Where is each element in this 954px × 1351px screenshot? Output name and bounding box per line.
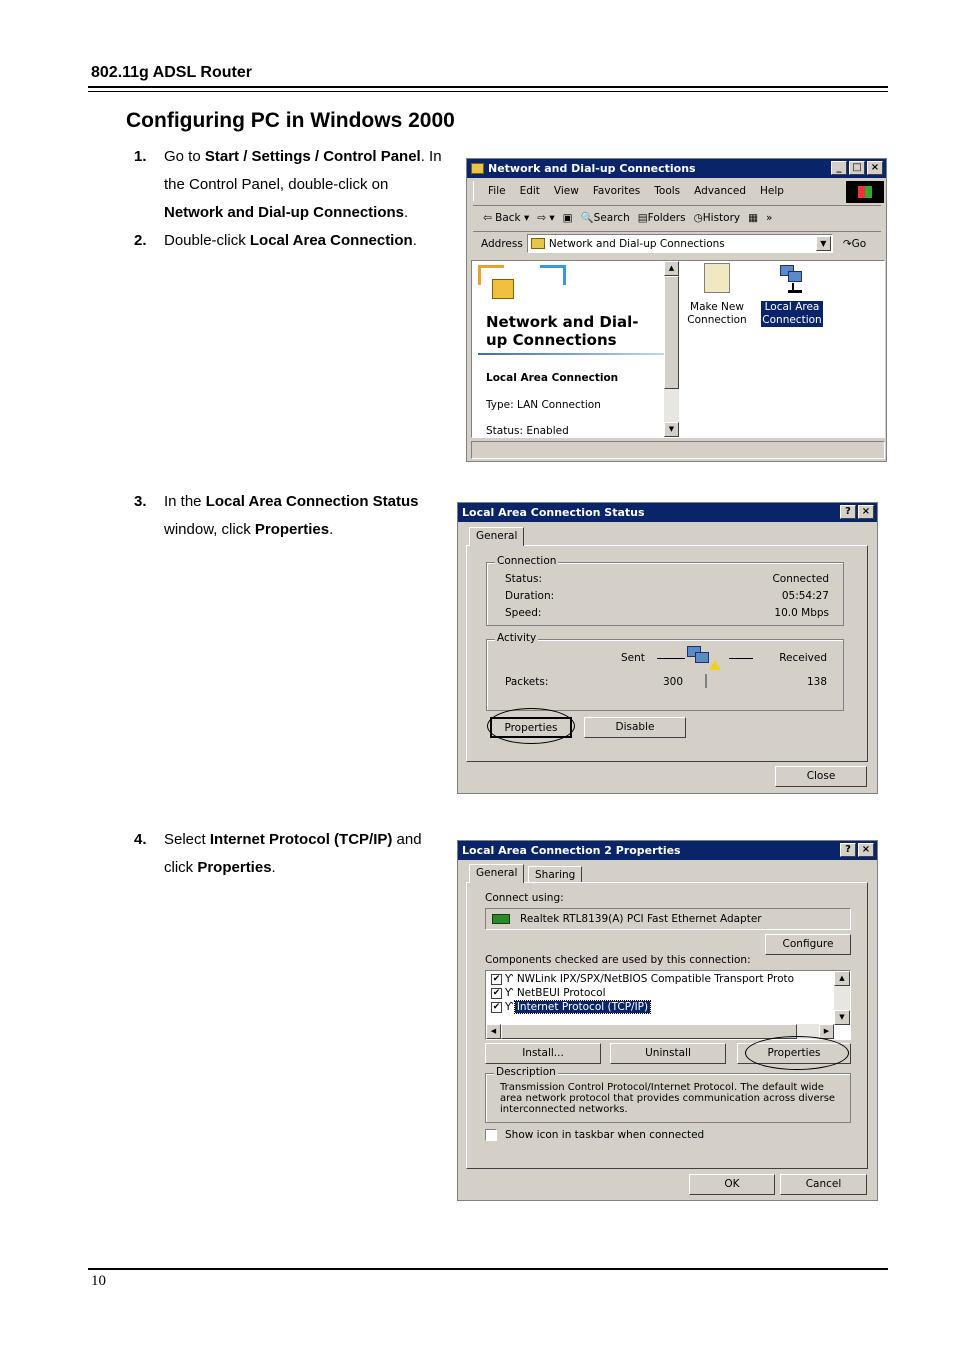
cancel-button[interactable]: Cancel xyxy=(780,1174,867,1195)
tab-general[interactable]: General xyxy=(469,864,524,883)
step-4: 4. Select Internet Protocol (TCP/IP) and click Properties. xyxy=(134,831,422,876)
left-pane-title: Network and Dial-up Connections xyxy=(486,313,639,349)
activity-groupbox: Activity Sent Received Packets: 300 138 xyxy=(486,639,844,711)
vertical-scrollbar[interactable] xyxy=(834,971,850,1025)
duration-value: 05:54:27 xyxy=(781,590,829,602)
step-3: 3. In the Local Area Connection Status window, click Properties. xyxy=(134,493,419,538)
speed-value: 10.0 Mbps xyxy=(774,607,829,619)
search-button[interactable]: 🔍Search xyxy=(580,212,630,224)
uninstall-button[interactable]: Uninstall xyxy=(610,1043,726,1064)
scroll-down-icon[interactable]: ▼ xyxy=(664,422,679,437)
protocol-icon: Ƴ xyxy=(505,987,513,999)
lan-properties-window xyxy=(457,840,878,1201)
network-connections-window xyxy=(466,158,887,462)
step-1: 1. Go to Start / Settings / Control Panel. In the Control Panel, double-click on Network and Dial-up Connections. xyxy=(134,148,442,221)
go-button[interactable]: ↷Go xyxy=(842,237,867,250)
tab-sharing[interactable]: Sharing xyxy=(528,866,582,882)
scroll-up-icon[interactable]: ▲ xyxy=(834,971,850,986)
tab-panel: Connect using: Realtek RTL8139(A) PCI Fast Ethernet Adapter Configure Components checked are used by this connection: ✔ Ƴ NWLink IPX/SPX/NetBIOS Compatible Transport Proto ✔ Ƴ NetBEUI Protocol ✔ Ƴ Internet Protocol (TCP/IP) ▲ ▼ ◀ ▶ Install... Uninstall Properties Description Transmission Control Protocol/Internet Protocol. The default wide area network protocol that provides communication across diverse interconnected networks. Show icon in taskbar when connected xyxy=(466,882,868,1169)
configure-button[interactable]: Configure xyxy=(765,934,851,955)
back-button[interactable]: ⇦ Back ▾ xyxy=(483,211,530,224)
folder-icon xyxy=(471,163,484,174)
vertical-scrollbar[interactable] xyxy=(664,261,679,437)
ok-button[interactable]: OK xyxy=(689,1174,775,1195)
up-folder-icon[interactable]: ▣ xyxy=(562,211,573,224)
left-item-status: Status: Enabled xyxy=(486,425,569,437)
history-button[interactable]: ◷History xyxy=(693,211,741,224)
divider xyxy=(478,353,664,355)
views-icon[interactable]: ▦ xyxy=(748,211,759,224)
maximize-button[interactable]: □ xyxy=(849,161,865,175)
properties-button[interactable]: Properties xyxy=(737,1043,851,1064)
tab-general[interactable]: General xyxy=(469,527,524,546)
protocol-icon: Ƴ xyxy=(505,1001,513,1013)
menu-edit[interactable]: Edit xyxy=(519,185,540,197)
menu-tools[interactable]: Tools xyxy=(654,185,681,197)
header-rule-thin xyxy=(88,91,888,92)
lan-status-window xyxy=(457,502,878,794)
menu-help[interactable]: Help xyxy=(760,185,784,197)
close-button[interactable]: × xyxy=(867,161,883,175)
scroll-left-icon[interactable]: ◀ xyxy=(486,1024,501,1039)
connection-groupbox: Connection Status: Connected Duration: 05:54:27 Speed: 10.0 Mbps xyxy=(486,562,844,626)
footer-rule xyxy=(88,1268,888,1270)
list-item[interactable]: ✔ Ƴ NetBEUI Protocol xyxy=(492,987,606,999)
scroll-right-icon[interactable]: ▶ xyxy=(819,1024,834,1039)
content-area xyxy=(471,260,885,438)
folders-button[interactable]: ▤Folders xyxy=(637,211,686,224)
header-title: 802.11g ADSL Router xyxy=(91,64,252,81)
help-button[interactable]: ? xyxy=(840,505,856,519)
tab-panel xyxy=(466,545,868,762)
page-number: 10 xyxy=(91,1273,106,1289)
make-new-connection-item[interactable]: Make New Connection xyxy=(684,263,750,327)
close-dialog-button[interactable]: Close xyxy=(775,766,867,787)
menu-file[interactable]: File xyxy=(488,185,506,197)
address-input[interactable]: Network and Dial-up Connections ▼ xyxy=(527,234,833,253)
minimize-button[interactable]: _ xyxy=(831,161,847,175)
new-connection-icon xyxy=(704,263,730,293)
packets-sent-value: 300 xyxy=(663,676,684,688)
list-item[interactable]: ✔ Ƴ NWLink IPX/SPX/NetBIOS Compatible Transport Proto xyxy=(492,973,795,985)
status-bar xyxy=(471,441,885,459)
components-list xyxy=(485,970,851,1040)
left-item-title: Local Area Connection xyxy=(486,372,619,384)
properties-button[interactable]: Properties xyxy=(490,717,572,738)
forward-button[interactable]: ⇨ ▾ xyxy=(537,211,555,224)
menu-bar xyxy=(473,181,843,201)
steps-1-2 xyxy=(134,143,444,255)
left-pane xyxy=(474,261,664,437)
help-button[interactable]: ? xyxy=(840,843,856,857)
description-text: Transmission Control Protocol/Internet Protocol. The default wide area network protocol that provides communication across diverse interconnected networks. xyxy=(500,1082,836,1115)
steps-3 xyxy=(134,488,434,544)
header-rule xyxy=(88,86,888,88)
scroll-down-icon[interactable]: ▼ xyxy=(834,1010,850,1025)
steps-4 xyxy=(134,826,434,882)
network-banner-icon xyxy=(478,265,568,305)
activity-computers-icon xyxy=(687,644,723,672)
menu-advanced[interactable]: Advanced xyxy=(694,185,747,197)
lan-computers-icon xyxy=(778,263,806,295)
checkbox-checked-icon[interactable]: ✔ xyxy=(492,973,501,984)
step-2: 2. Double-click Local Area Connection. xyxy=(134,232,417,249)
show-icon-checkbox-row[interactable]: Show icon in taskbar when connected xyxy=(485,1129,704,1141)
window-titlebar: Local Area Connection Status ? × xyxy=(458,503,877,522)
status-value: Connected xyxy=(772,573,829,585)
scroll-thumb[interactable] xyxy=(664,276,679,389)
highlight-ellipse xyxy=(745,1036,849,1070)
close-button[interactable]: × xyxy=(858,505,874,519)
window-titlebar: Local Area Connection 2 Properties ? × xyxy=(458,841,877,860)
address-bar: Address Network and Dial-up Connections ▼ ↷Go xyxy=(473,231,881,255)
left-item-type: Type: LAN Connection xyxy=(486,399,601,411)
scroll-up-icon[interactable]: ▲ xyxy=(664,261,679,276)
local-area-connection-item[interactable]: Local Area Connection xyxy=(761,263,823,327)
section-title: Configuring PC in Windows 2000 xyxy=(126,109,455,132)
protocol-icon: Ƴ xyxy=(505,973,513,985)
close-button[interactable]: × xyxy=(858,843,874,857)
menu-view[interactable]: View xyxy=(553,185,579,197)
show-icon-checkbox[interactable] xyxy=(485,1129,497,1141)
scroll-thumb[interactable] xyxy=(501,1024,797,1039)
adapter-field: Realtek RTL8139(A) PCI Fast Ethernet Adapter xyxy=(485,908,851,930)
highlight-ellipse xyxy=(487,708,575,744)
install-button[interactable]: Install... xyxy=(485,1043,601,1064)
windows-logo-icon xyxy=(846,181,884,203)
toolbar xyxy=(473,205,881,229)
chevron-down-icon[interactable]: ▼ xyxy=(816,236,831,251)
list-item-selected[interactable]: ✔ Ƴ Internet Protocol (TCP/IP) xyxy=(492,1001,649,1013)
checkbox-checked-icon[interactable]: ✔ xyxy=(492,987,501,998)
menu-favorites[interactable]: Favorites xyxy=(592,185,641,197)
network-folder-icon xyxy=(531,238,545,249)
window-titlebar: Network and Dial-up Connections _ □ × xyxy=(467,159,886,178)
network-adapter-icon xyxy=(492,914,510,924)
chevron-more-icon[interactable]: » xyxy=(766,211,773,224)
disable-button[interactable]: Disable xyxy=(584,717,686,738)
packets-received-value: 138 xyxy=(806,676,827,688)
checkbox-checked-icon[interactable]: ✔ xyxy=(492,1001,501,1012)
description-groupbox: Description Transmission Control Protocol/Internet Protocol. The default wide area network protocol that provides communication across diverse interconnected networks. xyxy=(485,1073,851,1123)
